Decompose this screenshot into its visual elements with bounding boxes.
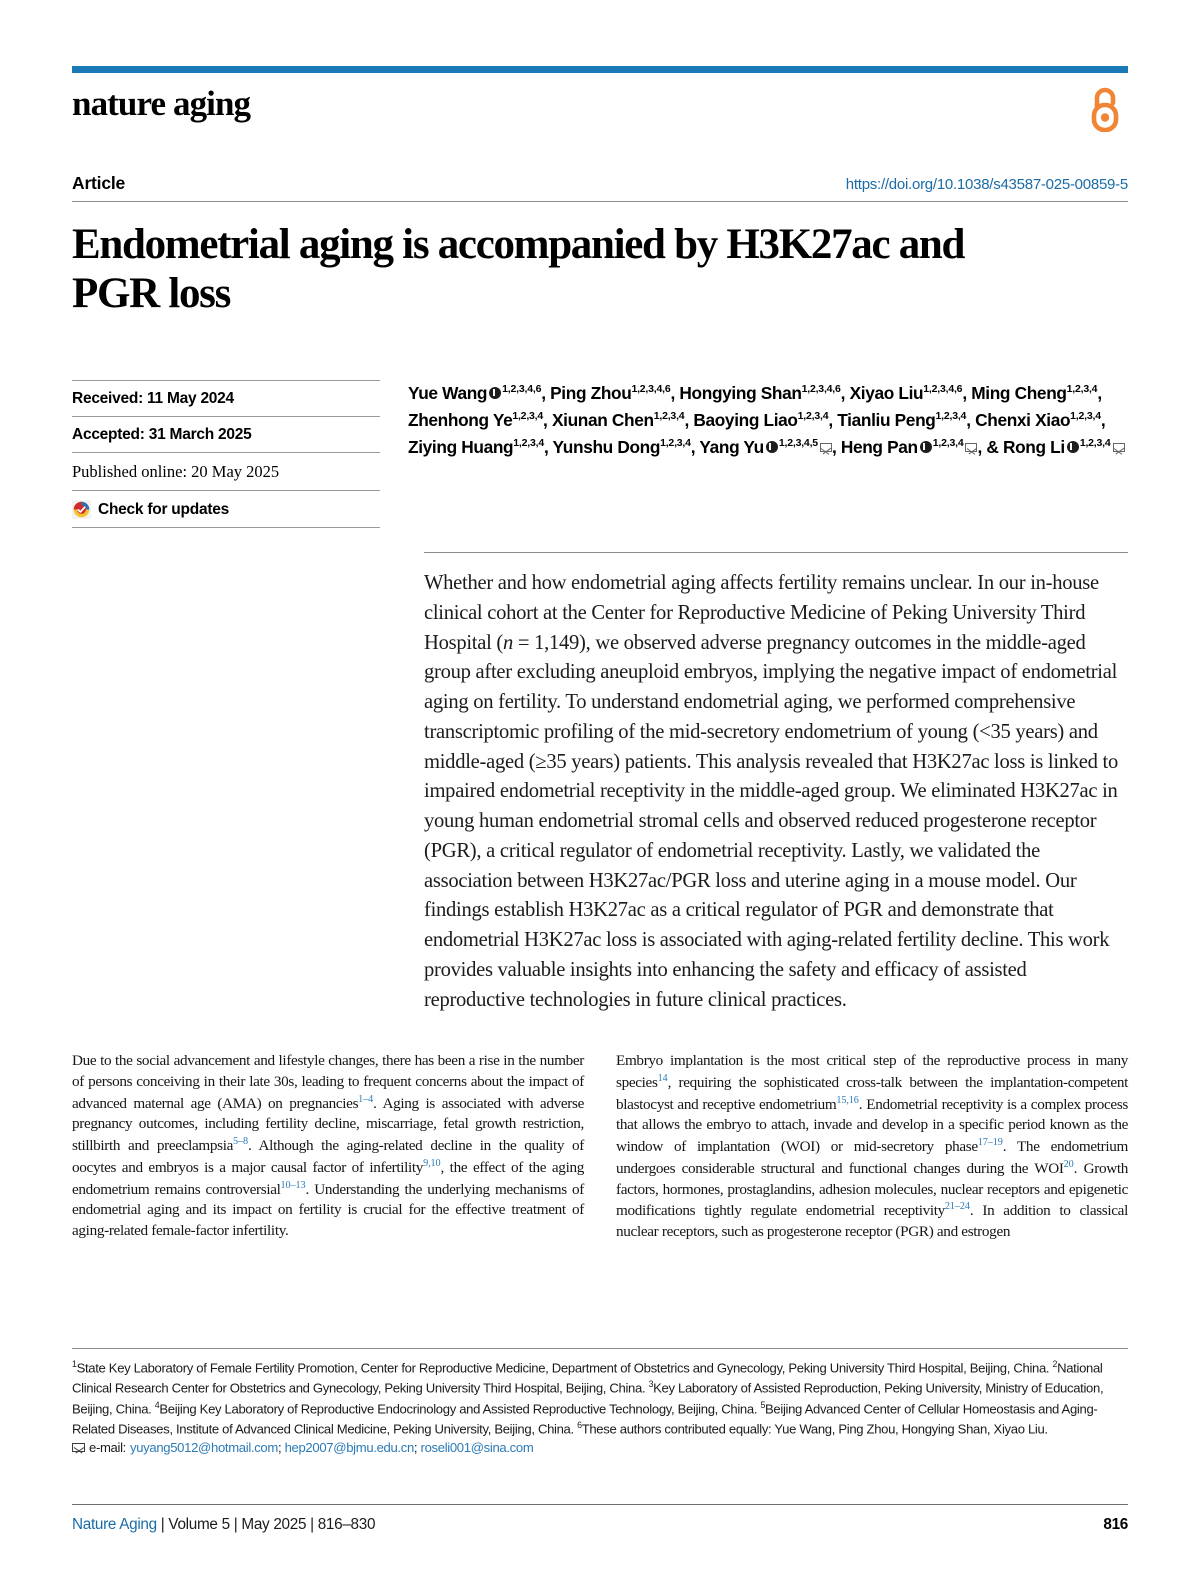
check-for-updates[interactable]	[72, 490, 380, 528]
article-type-label: Article	[72, 173, 126, 193]
corresponding-author-icon[interactable]	[820, 443, 832, 452]
body-columns	[72, 1051, 1128, 1242]
citation-ref[interactable]: 10–13	[280, 1179, 306, 1191]
article-meta-row	[72, 173, 1128, 202]
affiliations-section	[72, 1348, 1128, 1455]
footer-citation	[72, 1516, 375, 1534]
affiliation-marker: 1	[72, 1359, 77, 1369]
citation-ref[interactable]: 9,10	[423, 1157, 441, 1169]
check-for-updates-label: Check for updates	[98, 500, 229, 518]
open-access-lock-icon	[1088, 86, 1122, 132]
publication-dates	[72, 380, 402, 528]
body-column-right	[616, 1051, 1128, 1242]
received-date: Received: 11 May 2024	[72, 380, 380, 416]
citation-ref[interactable]: 1–4	[358, 1093, 374, 1105]
orcid-icon[interactable]	[1067, 441, 1079, 453]
crossmark-icon	[72, 500, 91, 519]
page-title: Endometrial aging is accompanied by H3K27ac and PGR loss	[72, 221, 965, 318]
orcid-icon[interactable]	[766, 441, 778, 453]
authors-text: Yue Wang $^{1,2,3,4,6}$, Ping Zhou$^{1,2,3,4,6}$, Hongying Shan$^{1,2,3,4,6}$, Xiyao Liu$^{1,2,3,4,6}$, Ming Cheng$^{1,2,3,4}$, Zhenhong Ye$^{1,2,3,4}$, Xiunan Chen$^{1,2,3,4}$, Baoying Liao$^{1,2,3,4}$, Tianliu Peng$^{1,2,3,4}$, Chenxi Xiao$^{1,2,3,4}$, Ziying Huang$^{1,2,3,4}$, Yunshu Dong$^{1,2,3,4}$, Yang Yu $^{1,2,3,4,5}$ , Heng Pan $^{1,2,3,4}$ , & Rong Li $^{1,2,3,4}$	[408, 380, 1128, 461]
affiliations-text: $^1$State Key Laboratory of Female Fertility Promotion, Center for Reproductive Medicine, Department of Obstetrics and Gynecology, Peking University Third Hospital, Beijing, China. $^2$National Clinical Research Center for Obstetrics and Gynecology, Peking University Third Hospital, Beijing, China. $^3$Key Laboratory of Assisted Reproduction, Peking University, Ministry of Education, Beijing, China. $^4$Beijing Key Laboratory of Reproductive Endocrinology and Assisted Reproductive Technology, Beijing, China. $^5$Beijing Advanced Center of Cellular Homeostasis and Aging-Related Diseases, Institute of Advanced Clinical Medicine, Peking University, Beijing, China. $^6$These authors contributed equally: Yue Wang, Ping Zhou, Hongying Shan, Xiyao Liu.	[72, 1359, 1104, 1437]
email-link[interactable]: roseli001@sina.com	[420, 1440, 534, 1455]
affiliation-marker: 4	[154, 1399, 160, 1410]
citation-ref[interactable]: 21–24	[944, 1201, 970, 1213]
footer-journal-name[interactable]: Nature Aging	[72, 1516, 157, 1533]
affiliation-marker: 5	[760, 1399, 766, 1410]
meta-and-authors	[72, 380, 1128, 528]
page-number: 816	[1103, 1516, 1128, 1533]
citation-ref[interactable]: 14	[657, 1072, 668, 1084]
affiliation-marker: 3	[648, 1379, 654, 1390]
corresponding-emails	[72, 1440, 1128, 1455]
accepted-date: Accepted: 31 March 2025	[72, 416, 380, 452]
envelope-icon	[72, 1443, 85, 1453]
affiliation-marker: 6	[577, 1419, 582, 1430]
corresponding-author-icon[interactable]	[1113, 443, 1125, 452]
author-list	[402, 380, 1128, 528]
email-link[interactable]: yuyang5012@hotmail.com	[129, 1440, 278, 1455]
intro-paragraph-right: Embryo implantation is the most critical step of the reproductive process in many species$^{14}$, requiring the sophisticated cross-talk between the implantation-competent blastocyst and receptive endometrium$^{15,16}$. Endometrial receptivity is a complex process that allows the embryo to attach, invade and develop in a specific period known as the window of implantation (WOI) or mid-secretory phase$^{17-19}$. The endometrium undergoes considerable structural and functional changes during the WOI$^{20}$. Growth factors, hormones, prostaglandins, adhesion molecules, nuclear receptors and epigenetic modifications tightly regulate endometrial receptivity$^{21-24}$. In addition to classical nuclear receptors, such as progesterone receptor (PGR) and estrogen	[616, 1052, 1129, 1240]
brand-rule	[72, 66, 1128, 73]
abstract-text: Whether and how endometrial aging affects fertility remains unclear. In our in-house clinical cohort at the Center for Reproductive Medicine of Peking University Third Hospital (n = 1,149), we observed adverse pregnancy outcomes in the middle-aged group after excluding aneuploid embryos, implying the negative impact of endometrial aging on fertility. To understand endometrial aging, we performed comprehensive transcriptomic profiling of the mid-secretory endometrium of young (<35 years) and middle-aged (≥35 years) patients. This analysis revealed that H3K27ac loss is linked to impaired endometrial receptivity in the middle-aged group. We eliminated H3K27ac in young human endometrial stromal cells and observed reduced progesterone receptor (PGR), a critical regulator of endometrial receptivity. Lastly, we validated the association between H3K27ac/PGR loss and uterine aging in a mouse model. Our findings establish H3K27ac as a critical regulator of PGR and demonstrate that endometrial H3K27ac loss is associated with aging-related fertility decline. This work provides valuable insights into enhancing the safety and efficacy of assisted reproductive technologies in future clinical practices.	[424, 572, 1119, 1011]
footer-volume-info: | Volume 5 | May 2025 | 816–830	[160, 1516, 376, 1533]
corresponding-author-icon[interactable]	[965, 443, 977, 452]
intro-paragraph-left: Due to the social advancement and lifestyle changes, there has been a rise in the number of persons conceiving in their late 30s, leading to frequent concerns about the impact of advanced maternal age (AMA) on pregnancies$^{1-4}$. Aging is associated with adverse pregnancy outcomes, including fertility decline, miscarriage, fetal growth restriction, stillbirth and preeclampsia$^{5-8}$. Although the aging-related decline in the quality of oocytes and embryos is a major causal factor of infertility$^{9,10}$, the effect of the aging endometrium remains controversial$^{10-13}$. Understanding the underlying mechanisms of endometrial aging and its impact on fertility is crucial for the effective treatment of aging-related female-factor infertility.	[72, 1052, 584, 1239]
doi-link[interactable]: https://doi.org/10.1038/s43587-025-00859-5	[845, 176, 1128, 193]
orcid-icon[interactable]	[489, 387, 501, 399]
email-link[interactable]: hep2007@bjmu.edu.cn	[284, 1440, 414, 1455]
page-footer	[72, 1504, 1128, 1534]
email-list[interactable]: yuyang5012@hotmail.com; hep2007@bjmu.edu.cn; roseli001@sina.com	[129, 1440, 534, 1455]
orcid-icon[interactable]	[920, 441, 932, 453]
journal-logo: nature aging	[72, 84, 251, 123]
email-label: e-mail:	[89, 1440, 126, 1455]
citation-ref[interactable]: 20	[1063, 1158, 1074, 1170]
abstract-section	[424, 552, 1128, 1015]
affiliation-marker: 2	[1052, 1359, 1058, 1369]
published-date: Published online: 20 May 2025	[72, 452, 380, 490]
masthead	[72, 86, 1128, 148]
body-column-left	[72, 1051, 584, 1242]
citation-ref[interactable]: 5–8	[233, 1136, 249, 1148]
citation-ref[interactable]: 15,16	[836, 1094, 859, 1106]
citation-ref[interactable]: 17–19	[977, 1137, 1003, 1149]
